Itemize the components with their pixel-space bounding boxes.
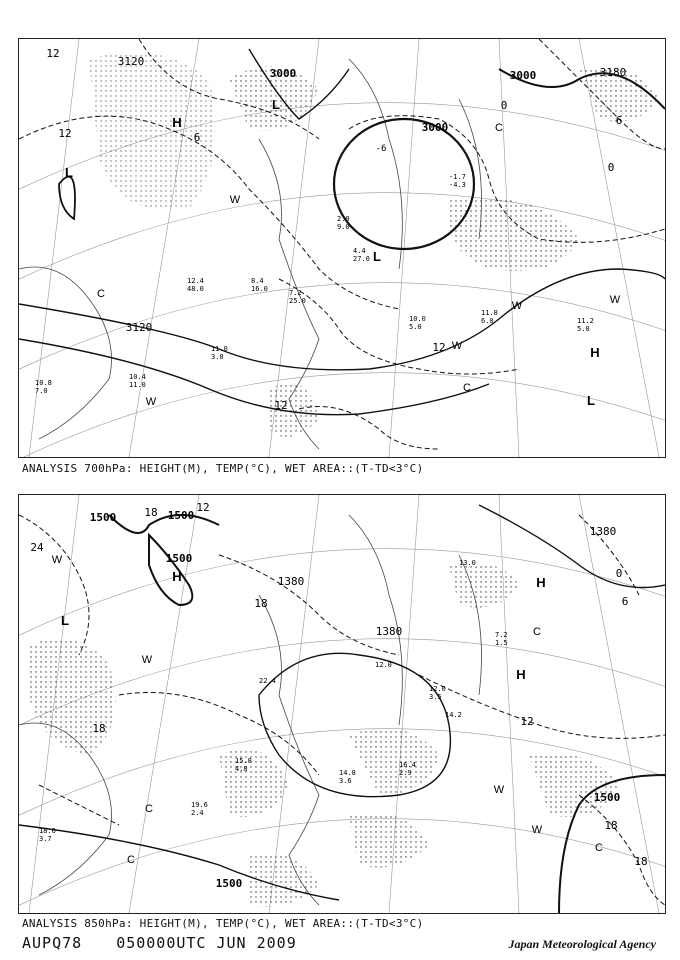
warm-marker: W [531, 824, 543, 836]
high-center-marker: H [172, 115, 182, 130]
temp-label: 18 [634, 855, 648, 868]
chart-footer [22, 934, 331, 952]
station-dewpoint-depression: 25.0 [289, 297, 306, 305]
caption-850hpa: ANALYSIS 850hPa: HEIGHT(M), TEMP(°C), WET AREA::(T-TD<3°C) [22, 917, 424, 930]
station-temp: 14.2 [445, 711, 462, 719]
temp-label: 0 [615, 567, 623, 580]
map-850hpa [19, 495, 665, 913]
station-dewpoint-depression: 48.0 [187, 285, 204, 293]
station-temp: 12.0 [429, 685, 446, 693]
height-label: 3180 [599, 66, 627, 79]
warm-marker: W [511, 300, 523, 312]
height-label: 3120 [117, 55, 145, 68]
height-label: 1500 [165, 552, 193, 565]
height-label: 1500 [167, 509, 195, 522]
warm-marker: W [609, 294, 621, 306]
height-label: 3000 [509, 69, 537, 82]
temp-label: 12 [432, 341, 446, 354]
station-temp: 15.8 [235, 757, 252, 765]
temp-label: 6 [621, 595, 629, 608]
map-panel-850hpa [18, 494, 666, 914]
cold-marker: C [127, 854, 135, 866]
cold-marker: C [533, 626, 541, 638]
height-label: 1380 [589, 525, 617, 538]
height-label: 1500 [89, 511, 117, 524]
cold-marker: C [495, 122, 503, 134]
station-temp: 12.4 [187, 277, 204, 285]
temp-label: 18 [604, 819, 618, 832]
station-temp: 10.0 [409, 315, 426, 323]
station-dewpoint-depression: 2.4 [191, 809, 204, 817]
station-dewpoint-depression: 3.0 [211, 353, 224, 361]
station-temp: 13.0 [459, 559, 476, 567]
warm-marker: W [141, 654, 153, 666]
station-dewpoint-depression: 6.0 [481, 317, 494, 325]
cold-marker: C [97, 288, 105, 300]
station-dewpoint-depression: 2.9 [399, 769, 412, 777]
station-dewpoint-depression: 7.0 [35, 387, 48, 395]
wet-area [89, 52, 659, 437]
station-dewpoint-depression: 16.0 [251, 285, 268, 293]
station-temp: 4.4 [353, 247, 366, 255]
temp-label: 12 [46, 47, 60, 60]
warm-marker: W [451, 340, 463, 352]
map-700hpa [19, 39, 665, 457]
temp-label: 18 [144, 506, 158, 519]
station-temp: 11.0 [211, 345, 228, 353]
high-center-marker: H [590, 345, 600, 360]
chart-id: AUPQ78 [22, 934, 83, 952]
cold-marker: C [463, 382, 471, 394]
station-temp: 14.8 [339, 769, 356, 777]
station-temp: 7.2 [495, 631, 508, 639]
caption-700hpa: ANALYSIS 700hPa: HEIGHT(M), TEMP(°C), WET AREA::(T-TD<3°C) [22, 462, 424, 475]
warm-marker: W [229, 194, 241, 206]
station-temp: 8.4 [251, 277, 264, 285]
station-dewpoint-depression: 3.5 [429, 693, 442, 701]
height-label: 1500 [215, 877, 243, 890]
warm-marker: W [145, 396, 157, 408]
warm-marker: W [51, 554, 63, 566]
station-dewpoint-depression: 1.5 [495, 639, 508, 647]
height-label: 3000 [421, 121, 449, 134]
valid-time: 050000UTC JUN 2009 [116, 934, 297, 952]
station-dewpoint-depression: -4.3 [449, 181, 466, 189]
temp-label: 18 [92, 722, 106, 735]
station-temp: 12.0 [375, 661, 392, 669]
temp-label: 12 [58, 127, 72, 140]
station-dewpoint-depression: 27.0 [353, 255, 370, 263]
high-center-marker: H [172, 569, 182, 584]
height-label: 1380 [375, 625, 403, 638]
cold-marker: C [145, 803, 153, 815]
map-panel-700hpa [18, 38, 666, 458]
temp-label: 12 [520, 715, 534, 728]
station-temp: 7.2 [289, 289, 302, 297]
station-temp: 2.0 [337, 215, 350, 223]
low-center-marker: L [272, 97, 280, 112]
height-label: 1500 [593, 791, 621, 804]
height-label: 3120 [125, 321, 153, 334]
temp-label: 12 [196, 501, 210, 514]
temp-label: 24 [30, 541, 44, 554]
warm-marker: W [493, 784, 505, 796]
station-dewpoint-depression: 3.7 [39, 835, 52, 843]
low-center-marker: L [65, 165, 73, 180]
temp-label: 12 [274, 399, 288, 412]
station-dewpoint-depression: 5.0 [409, 323, 422, 331]
temperature-contours [19, 515, 665, 905]
high-center-marker: H [536, 575, 546, 590]
station-temp: -1.7 [449, 173, 466, 181]
temp-label: 6 [615, 114, 623, 127]
temp-label: 6 [193, 131, 201, 144]
high-center-marker: H [516, 667, 526, 682]
agency-name: Japan Meteorological Agency [508, 937, 656, 951]
station-temp: 11.8 [481, 309, 498, 317]
wet-area [29, 563, 619, 907]
low-center-marker: L [587, 393, 595, 408]
station-dewpoint-depression: 9.0 [337, 223, 350, 231]
station-dewpoint-depression: 11.0 [129, 381, 146, 389]
station-temp: 10.4 [129, 373, 146, 381]
temp-label: 0 [607, 161, 615, 174]
station-dewpoint-depression: 3.6 [339, 777, 352, 785]
pressure-centers [52, 554, 603, 866]
low-center-marker: L [61, 613, 69, 628]
station-dewpoint-depression: 4.8 [235, 765, 248, 773]
station-temp: 11.2 [577, 317, 594, 325]
cold-marker: C [595, 842, 603, 854]
height-label: 3000 [269, 67, 297, 80]
station-temp: 16.4 [399, 761, 416, 769]
station-temp: 22.4 [259, 677, 276, 685]
station-temp: 19.6 [191, 801, 208, 809]
station-dewpoint-depression: 5.0 [577, 325, 590, 333]
station-temp: 10.8 [35, 379, 52, 387]
station-temp: 18.6 [39, 827, 56, 835]
temp-label: 18 [254, 597, 268, 610]
temp-label: -6 [375, 144, 387, 154]
height-label: 1380 [277, 575, 305, 588]
height-contours [19, 505, 665, 913]
low-center-marker: L [373, 249, 381, 264]
temp-label: 0 [500, 99, 508, 112]
